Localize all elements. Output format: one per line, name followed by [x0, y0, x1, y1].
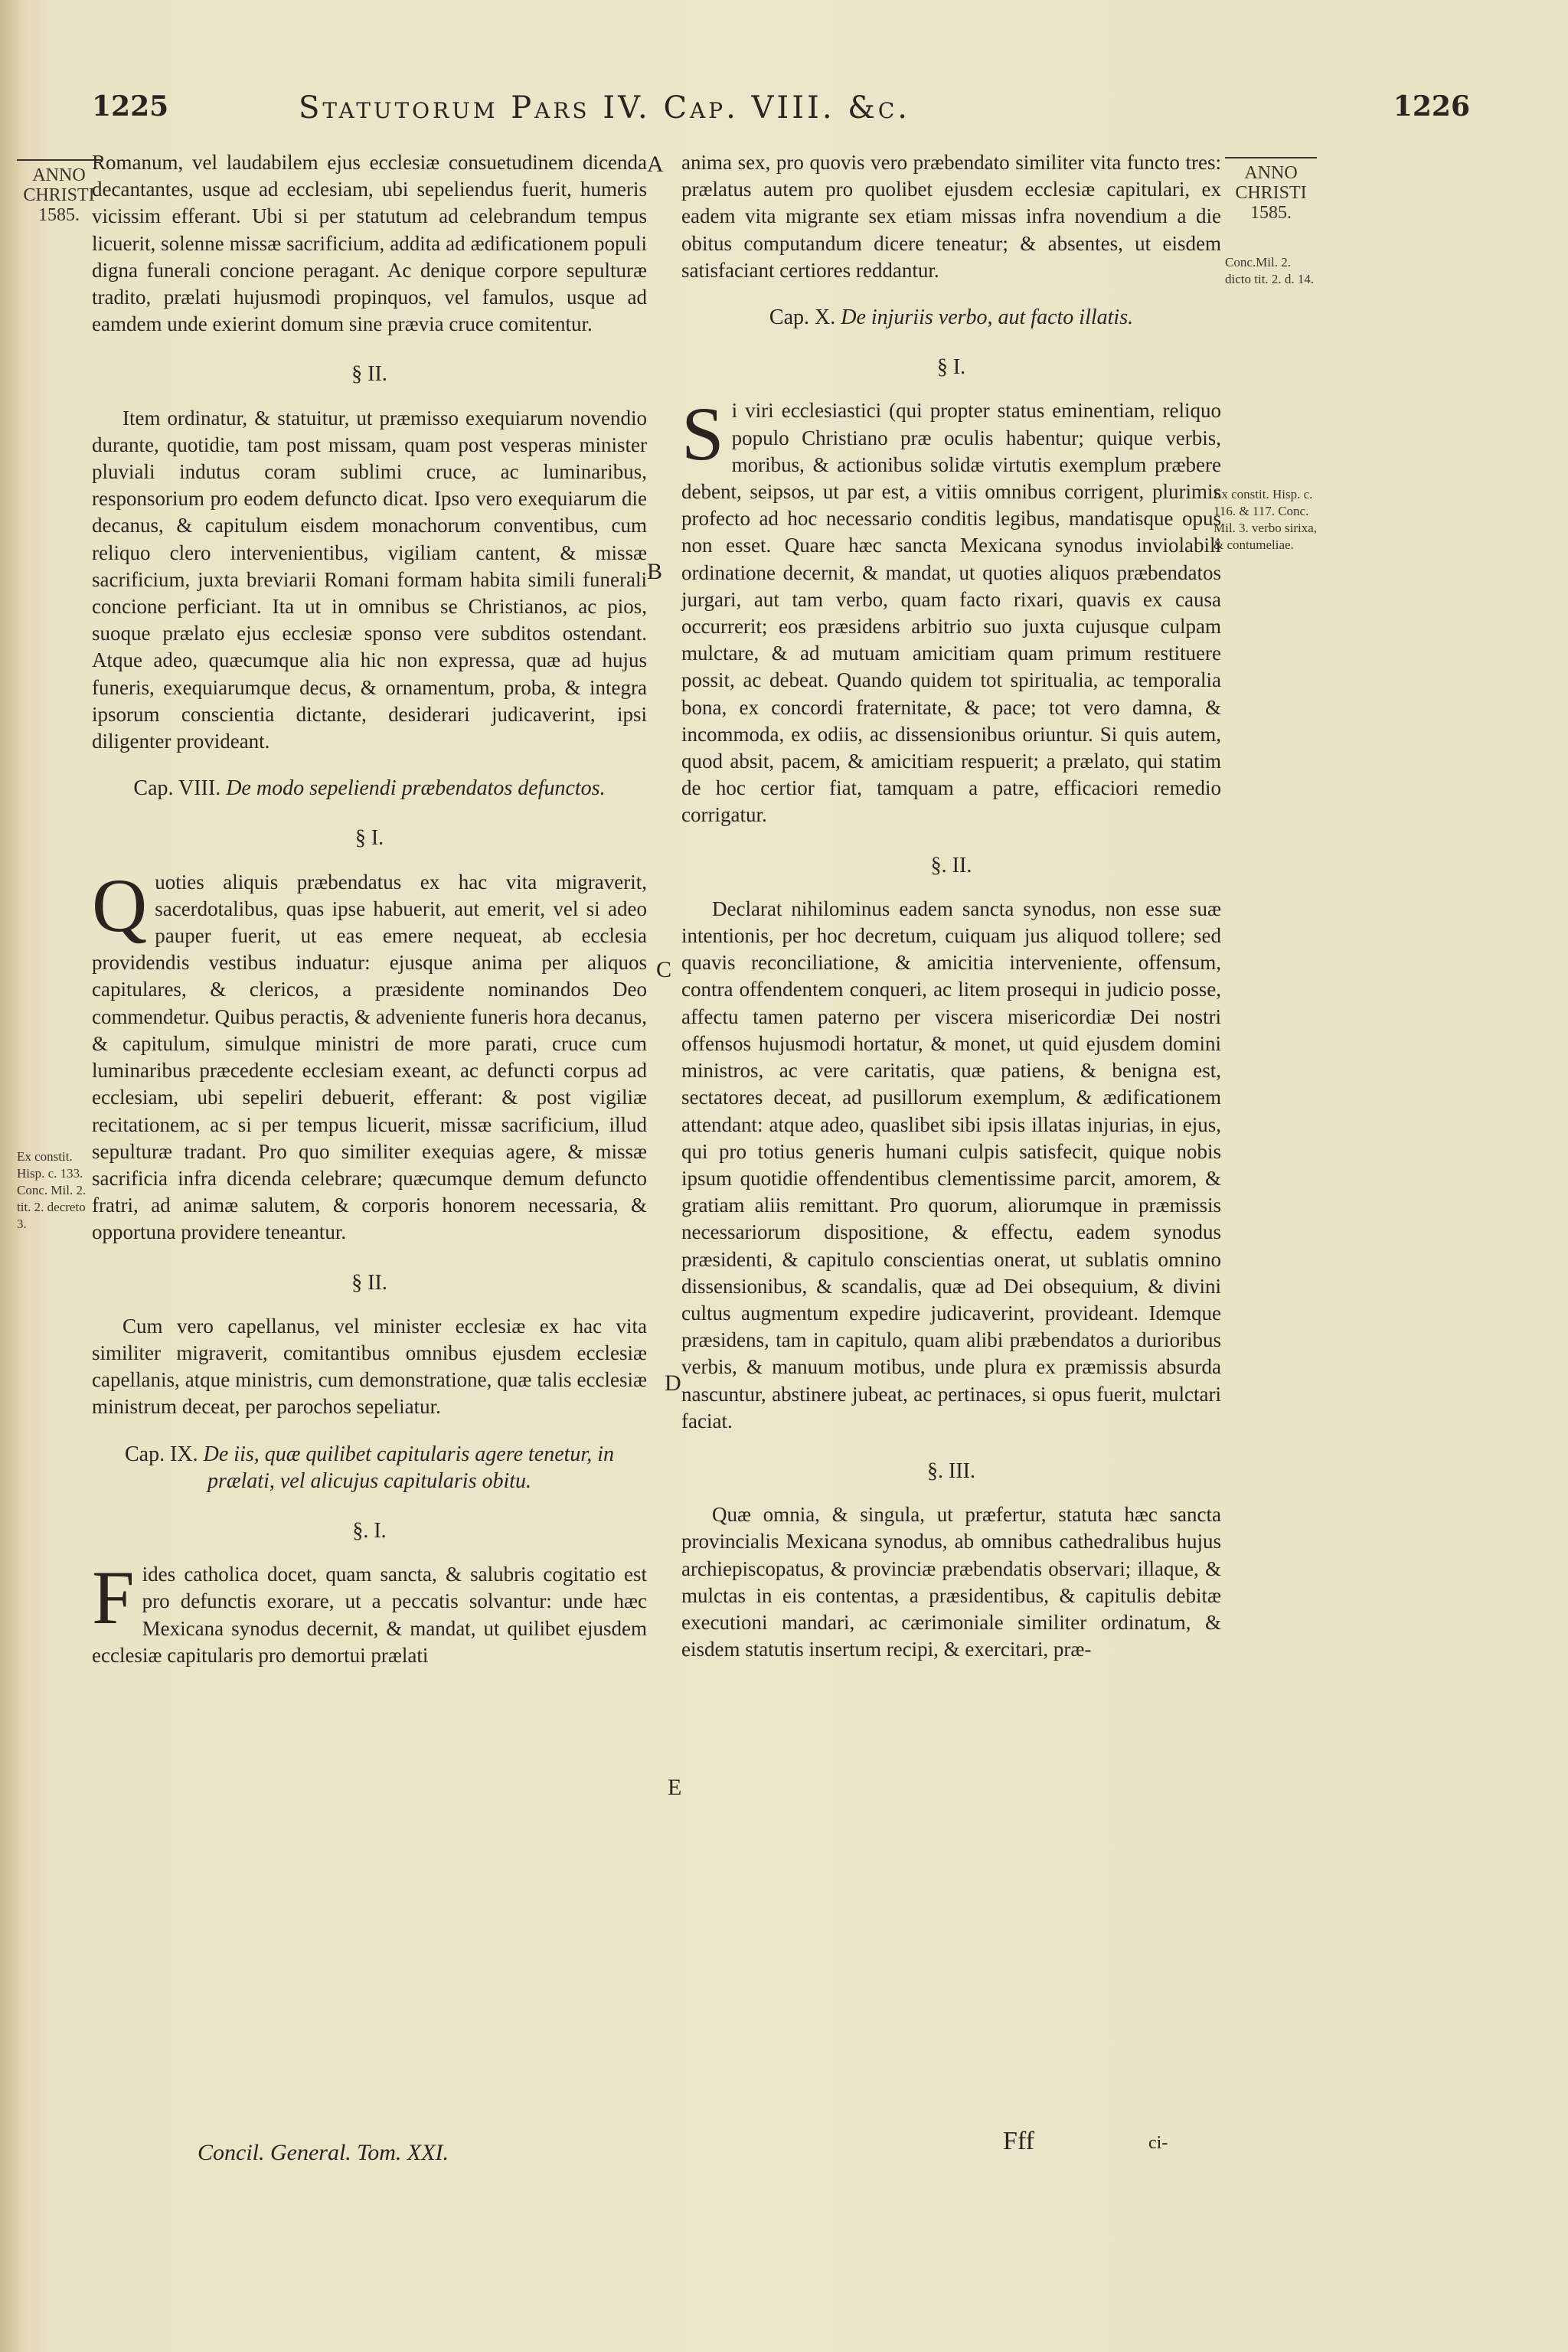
section-heading: § I. [936, 355, 966, 380]
paragraph [92, 1555, 647, 1669]
margin-note-ex-constit-right: Ex constit. Hisp. c. 116. & 117. Conc. Mil. 3. verbo sirixa, & contumeliae. [1214, 487, 1318, 552]
gutter-letter-b: B [647, 559, 663, 584]
paragraph-text: ides catholica docet, quam sancta, & salubris cogitatio est pro defunctis exorare, ut a peccatis solvantur: unde hæc Mexicana synodus decernit, & mandat, ut quilibet ejusdem ecclesiæ capitularis pro demortui prælati [92, 1563, 647, 1667]
section-heading: § II. [351, 362, 387, 387]
paragraph: Item ordinatur, & statuitur, ut præmisso exequiarum novendio durante, quotidie, tam post missam, quam post vesperas minister pluviali indutus coram sublimi cruce, ac luminaribus, responsorium pro eodem defuncto dicat. Ipso vero exequiarum die decanus, & capitulum eisdem monachorum conventibus, cum reliquo clero intervenientibus, vigiliam cantent, & missæ sacrificium, juxta breviarii Romani formam habita simili funerali concione perficiant. Ita ut in omnibus se Christianos, ac pios, suoque prælato ejus ecclesiæ sponso vere subditos ostendant. Atque adeo, quæcumque alia hic non expressa, quæ ad hujus funeris, exequiarumque decus, & ornamentum, proba, & integra ipsorum conscientia dictante, desiderari judicaverint, ipsi diligenter provideant. [92, 406, 647, 753]
chapter-label: Cap. IX. [124, 1442, 198, 1466]
page-number-right: 1226 [1393, 90, 1470, 122]
paragraph: Cum vero capellanus, vel minister ecclesiæ ex hac vita similiter migraverit, comitantibus omnibus ejusdem ecclesiæ capellanis, atque ministris, cum demonstratione, quæ talis ecclesiæ ministrum deceat, per parochos sepeliatur. [92, 1314, 647, 1419]
drop-cap: Q [92, 862, 148, 948]
paragraph [681, 391, 1221, 828]
running-header [92, 90, 1470, 136]
chapter-heading [681, 304, 1221, 331]
section-heading: §. I. [352, 1518, 387, 1543]
left-column [92, 149, 647, 1669]
chapter-title: De modo sepeliendi præbendatos defunctos. [226, 776, 606, 801]
section-heading: §. III. [927, 1459, 975, 1483]
running-title: Statutorum Pars IV. Cap. VIII. &c. [299, 90, 911, 126]
gutter-letter-d: D [665, 1370, 681, 1396]
drop-cap: F [92, 1555, 135, 1641]
page-number-left: 1225 [92, 90, 169, 122]
paragraph: Romanum, vel laudabilem ejus ecclesiæ consuetudinem dicenda decantantes, usque ad ecclesiam, ubi sepeliendus fuerit, humeris vicissim efferant. Ubi si per statutum ad celebrandum tempus licuerit, solenne missæ sacrificium, addita ad ædificationem populi digna funerali concione peragant. Ac denique corpore sepulturæ tradito, prælati hujusmodi propinquos, vel famulos, usque ad eamdem unde exierint domum sine prævia cruce comitentur. [92, 151, 647, 336]
margin-note-conc-mil: Conc.Mil. 2. dicto tit. 2. d. 14. [1225, 255, 1315, 286]
chapter-heading [92, 1441, 647, 1494]
margin-anno-left: ANNO CHRISTI 1585. [17, 159, 101, 225]
drop-cap: S [681, 391, 724, 477]
paragraph: Declarat nihilominus eadem sancta synodus, non esse suæ intentionis, per hoc decretum, cuiquam jus aliquod tollere; sed quavis reconciliatione, & amicitia interveniente, offensum, contra offendentem conqueri, ac litem prosequi in judicio posse, affectu tamen paterno per viscera misericordiæ Dei nostri offensos hujusmodi hortatur, & monet, ut quid ejusdem domini ministros, ac vere caritatis, quæ patiens, & benigna est, sectatores deceat, ad pusillorum exemplum, & ædificationem attendant: atque adeo, quaslibet sibi ipsis illatas injurias, in ejus, qui pro totius generis humani culpis satisfecit, quique nobis ipsum quotidie offendentibus clementissime parcit, amorem, & gratiam aliis remittant. Pro quorum, aliorumque in præmissis necessariorum dispositione, & effectu, eadem synodus præsidenti, & capitulo conscientias onerat, ut sublatis omnino dissensionibus, & scandalis, quæ ad Dei obsequium, & divini cultus augmentum expedire judicaverint, provideant. Idemque præsidens, tam in capitulo, quam alibi præbendatos a durioribus verbis, & manuum motibus, unde plura ex præmissis absurda nascuntur, abstinere jubeat, ac pertinaces, si opus fuerit, mulctari faciat. [681, 897, 1221, 1432]
gutter-letter-a: A [647, 152, 664, 177]
margin-note-ex-constit-left: Ex constit. Hisp. c. 133. Conc. Mil. 2. tit. 2. decreto 3. [17, 1149, 87, 1231]
gutter-letter-e: E [668, 1775, 682, 1800]
section-heading: § I. [354, 826, 384, 851]
gutter-letter-c: C [656, 957, 672, 982]
paragraph [92, 862, 647, 1246]
section-heading: §. II. [930, 853, 972, 877]
chapter-heading [92, 775, 647, 802]
chapter-title: De iis, quæ quilibet capitularis agere tenetur, in prælati, vel alicujus capitularis obitu. [203, 1442, 615, 1493]
chapter-title: De injuriis verbo, aut facto illatis. [841, 305, 1134, 330]
paragraph: Quæ omnia, & singula, ut præfertur, statuta hæc sancta provincialis Mexicana synodus, ab omnibus cathedralibus hujus archiepiscopatus, & provinciæ præbendatis observari; illaque, & mulctas in eis contentas, a præsidentibus, & capitulis debitæ executioni mandari, ac cærimoniale similiter ordinatum, & eisdem statutis insertum recipi, & exercitari, præ- [681, 1503, 1221, 1661]
paragraph-text: i viri ecclesiastici (qui propter status eminentiam, reliquo populo Christiano præ oculis habentur; quique verbis, moribus, & actionibus solidæ virtutis exemplum præbere debent, seipsos, ut par est, a vitiis omnibus corrigent, plurimis profecto ad hoc necessario conditis legibus, mandatisque opus non esset. Quare hæc sancta Mexicana synodus inviolabili ordinatione decernit, & mandat, ut quoties aliquos præbendatos jurgari, aut tam verbo, quam facto rixari, quavis ex causa occurrerit; eos præsidens arbitrio suo juxta cujusque culpam mulctare, & ad mutuam amicitiam quam primum restituere possit, ac debeat. Quando quidem tot spiritualia, ac temporalia bona, ex concordi fraternitate, & pace; tot vero damna, & incommoda, ex odiis, ac dissensionibus oriuntur. Si quis autem, quod absit, pacem, & amicitiam respuerit; a prælato, qui statim de hoc certior fiat, tamquam a patre, efficaciori remedio corrigatur. [681, 399, 1221, 827]
chapter-label: Cap. VIII. [133, 776, 221, 801]
signature-mark: Fff [1003, 2127, 1034, 2155]
margin-anno-right: ANNO CHRISTI 1585. [1225, 157, 1317, 223]
right-column [681, 149, 1221, 1663]
section-heading: § II. [351, 1270, 387, 1295]
paragraph: anima sex, pro quovis vero præbendato similiter vita functo tres: prælatus autem pro quolibet ejusdem ecclesiæ capitulari, ex eadem vita migrante sex etiam missas infra novendium a die obitus computandum dicere teneatur; & absentes, ut eisdem satisfaciant certiores reddantur. [681, 151, 1221, 282]
chapter-label: Cap. X. [769, 305, 836, 330]
paragraph-text: uoties aliquis præbendatus ex hac vita migraverit, sacerdotalibus, quas ipse habuerit, aut emerit, vel si adeo pauper fuerit, ut eas emere nequeat, ab ecclesia providendis vestibus induatur: ejusque anima per aliquos capitulares, & clericos, a præsidente nominandos Deo commendetur. Quibus peractis, & adveniente funeris hora decanus, & capitulum, simulque ministri de more parati, cruce cum luminaribus præcedente ecclesiam exeant, ac defuncti corpus ad ecclesiam, ubi sepeliri debuerit, efferant: & post vigiliæ recitationem, ac si per tempus licuerit, missæ sacrificium, illud sepulturæ tradant. Pro quo similiter exequias agere, & missæ sacrificia infra dicenda celebrare; quæcumque demum defuncto fratri, ad animæ salutem, & corporis honorem necessaria, & opportuna providere teneantur. [92, 870, 647, 1244]
catchword: ci- [1148, 2133, 1168, 2153]
footer-source: Concil. General. Tom. XXI. [198, 2140, 449, 2165]
